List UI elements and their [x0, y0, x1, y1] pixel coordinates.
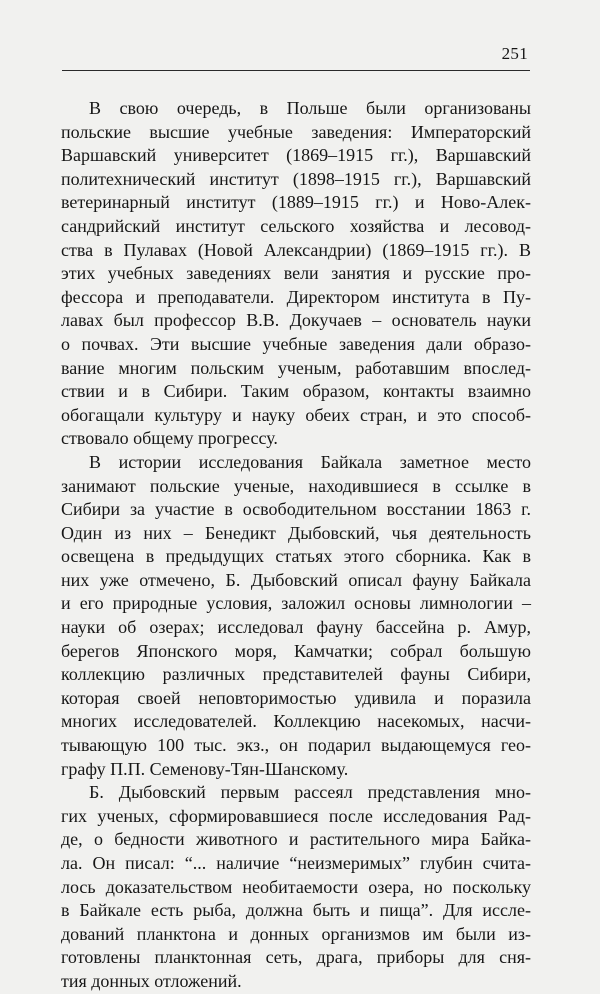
text-line: Варшавский университет (1869–1915 гг.), Варшавский	[61, 145, 531, 166]
text-line: многих исследователей. Коллекцию насекомых, насчи-	[61, 711, 531, 732]
text-line: политехнический институт (1898–1915 гг.), Варшавский	[61, 168, 531, 189]
paragraph	[61, 781, 531, 993]
text-line: лавах был профессор В.В. Докучаев – основатель науки	[61, 310, 531, 331]
text-line: занимают польские ученые, находившиеся в ссылке в	[61, 475, 531, 496]
text-line: Б. Дыбовский первым рассеял представления мно-	[89, 782, 531, 803]
text-line: готовлены планктонная сеть, драга, приборы для сня-	[61, 947, 531, 968]
body-text	[61, 97, 531, 994]
text-line: ства в Пулавах (Новой Александрии) (1869–1915 гг.). В	[61, 239, 531, 260]
text-line: которая своей неповторимостью удивила и поразила	[61, 687, 531, 708]
text-line: В свою очередь, в Польше были организованы	[89, 98, 531, 118]
text-line: вание многим польским ученым, работавшим впослед-	[61, 357, 531, 378]
paragraph	[61, 97, 531, 451]
text-line: них уже отмечено, Б. Дыбовский описал фауну Байкала	[61, 569, 531, 590]
text-line: В истории исследования Байкала заметное место	[89, 451, 531, 472]
text-line: Сибири за участие в освободительном восстании 1863 г.	[61, 499, 531, 520]
text-line: польские высшие учебные заведения: Императорский	[61, 121, 531, 142]
text-line: освещена в предыдущих статьях этого сборника. Как в	[61, 546, 531, 567]
text-line: этих учебных заведениях вели занятия и русские про-	[61, 263, 531, 284]
text-line: коллекцию различных представителей фауны Сибири,	[61, 664, 531, 685]
text-line: о почвах. Эти высшие учебные заведения дали образо-	[61, 333, 531, 354]
text-line: сандрийский институт сельского хозяйства и лесовод-	[61, 215, 531, 236]
text-line: графу П.П. Семенову-Тян-Шанскому.	[61, 758, 349, 779]
text-line: ла. Он писал: “... наличие “неизмеримых” глубин счита-	[61, 853, 531, 873]
text-line: гих ученых, сформировавшиеся после исследования Рад-	[61, 805, 531, 826]
text-line: де, о бедности животного и растительного мира Байка-	[61, 829, 531, 850]
text-line: в Байкале есть рыба, должна быть и пища”. Для иссле-	[61, 900, 531, 921]
text-line: обогащали культуру и науку обеих стран, и это способ-	[61, 404, 531, 425]
header-rule	[62, 70, 530, 71]
text-line: ветеринарный институт (1889–1915 гг.) и Ново-Алек-	[61, 192, 531, 213]
page-number: 251	[501, 44, 528, 63]
text-line: тывающую 100 тыс. экз., он подарил выдающемуся гео-	[61, 735, 531, 756]
text-line: науки об озерах; исследовал фауну бассейна р. Амур,	[61, 617, 531, 638]
text-line: фессора и преподаватели. Директором института в Пу-	[61, 286, 531, 307]
text-line: и его природные условия, заложил основы лимнологии –	[61, 593, 531, 614]
text-line: ствовало общему прогрессу.	[61, 428, 278, 449]
text-line: берегов Японского моря, Камчатки; собрал большую	[61, 640, 531, 661]
text-line: тия донных отложений.	[61, 970, 242, 991]
text-line: Один из них – Бенедикт Дыбовский, чья деятельность	[61, 522, 531, 543]
paragraph	[61, 451, 531, 781]
text-line: дований планктона и донных организмов им были из-	[61, 923, 531, 944]
text-line: лось доказательством необитаемости озера, но поскольку	[61, 876, 531, 897]
text-line: ствии и в Сибири. Таким образом, контакты взаимно	[61, 381, 531, 402]
